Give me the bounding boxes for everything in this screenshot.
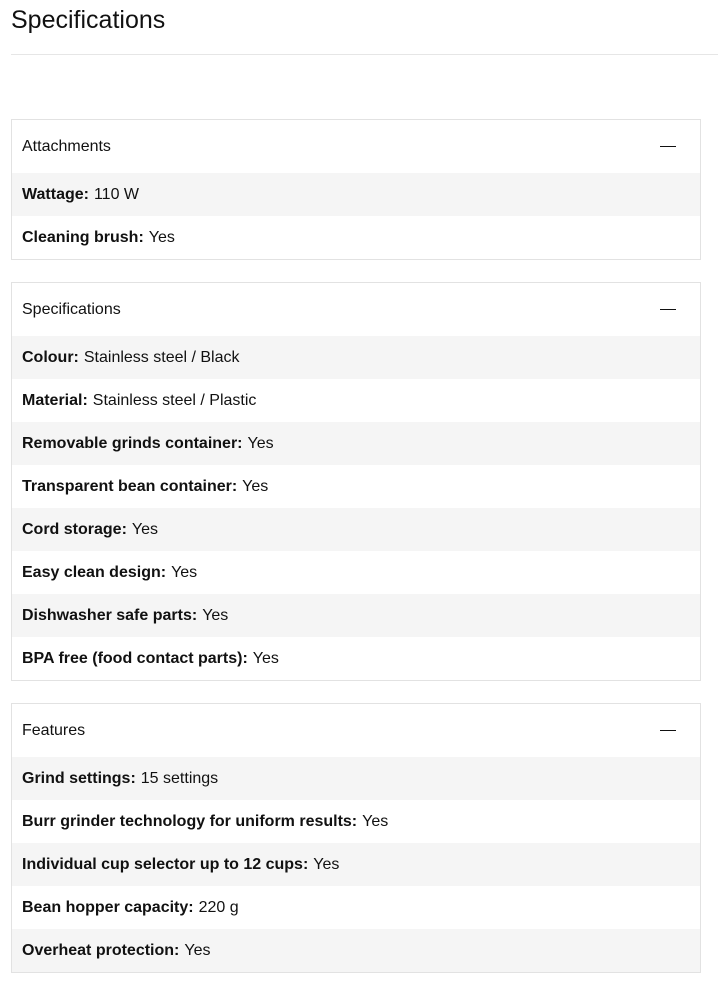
spec-value: 220 g bbox=[198, 898, 239, 916]
spec-row bbox=[12, 800, 700, 843]
spec-label: Cord storage: bbox=[22, 520, 127, 538]
spec-label: Cleaning brush: bbox=[22, 228, 144, 246]
spec-label: Overheat protection: bbox=[22, 941, 180, 959]
spec-row bbox=[12, 216, 700, 259]
spec-row bbox=[12, 422, 700, 465]
spec-row bbox=[12, 843, 700, 886]
spec-value: Yes bbox=[184, 941, 211, 959]
section-specifications bbox=[11, 282, 701, 681]
spec-value: 15 settings bbox=[140, 769, 219, 787]
spec-value: Yes bbox=[202, 606, 229, 624]
spec-label: Dishwasher safe parts: bbox=[22, 606, 198, 624]
spec-label: Wattage: bbox=[22, 185, 89, 203]
spec-label: Material: bbox=[22, 391, 88, 409]
spec-label: Transparent bean container: bbox=[22, 477, 238, 495]
section-features bbox=[11, 703, 701, 973]
spec-row bbox=[12, 929, 700, 972]
spec-value: Yes bbox=[362, 812, 389, 830]
spec-label: BPA free (food contact parts): bbox=[22, 649, 248, 667]
section-title: Attachments bbox=[22, 137, 111, 155]
section-header-specifications[interactable] bbox=[12, 283, 700, 336]
spec-label: Burr grinder technology for uniform results: bbox=[22, 812, 358, 830]
spec-row bbox=[12, 551, 700, 594]
section-title: Features bbox=[22, 721, 86, 739]
page-title: Specifications bbox=[11, 6, 166, 34]
spec-row bbox=[12, 508, 700, 551]
minus-icon[interactable] bbox=[656, 721, 680, 741]
spec-value: Yes bbox=[131, 520, 159, 538]
spec-value: Yes bbox=[252, 649, 279, 667]
spec-label: Individual cup selector up to 12 cups: bbox=[22, 855, 309, 873]
spec-value: Yes bbox=[171, 563, 198, 581]
spec-label: Grind settings: bbox=[22, 769, 136, 787]
spec-row bbox=[12, 379, 700, 422]
minus-icon[interactable] bbox=[656, 300, 680, 320]
spec-row bbox=[12, 886, 700, 929]
spec-label: Bean hopper capacity: bbox=[22, 898, 194, 916]
spec-row bbox=[12, 173, 700, 216]
spec-label: Colour: bbox=[22, 348, 79, 366]
spec-row bbox=[12, 465, 700, 508]
spec-value: Stainless steel / Black bbox=[83, 348, 240, 366]
spec-label: Removable grinds container: bbox=[22, 434, 243, 452]
spec-value: Yes bbox=[247, 434, 274, 452]
spec-row bbox=[12, 637, 700, 680]
section-attachments bbox=[11, 119, 701, 260]
spec-row bbox=[12, 757, 700, 800]
spec-value: Yes bbox=[148, 228, 175, 246]
spec-value: Stainless steel / Plastic bbox=[92, 391, 257, 409]
section-header-attachments[interactable] bbox=[12, 120, 700, 173]
spec-value: Yes bbox=[313, 855, 340, 873]
section-header-features[interactable] bbox=[12, 704, 700, 757]
spec-value: 110 W bbox=[93, 185, 140, 203]
spec-row bbox=[12, 336, 700, 379]
section-title: Specifications bbox=[22, 300, 121, 318]
spec-value: Yes bbox=[242, 477, 269, 495]
title-divider bbox=[11, 54, 718, 55]
spec-label: Easy clean design: bbox=[22, 563, 167, 581]
spec-row bbox=[12, 594, 700, 637]
minus-icon[interactable] bbox=[656, 137, 680, 157]
